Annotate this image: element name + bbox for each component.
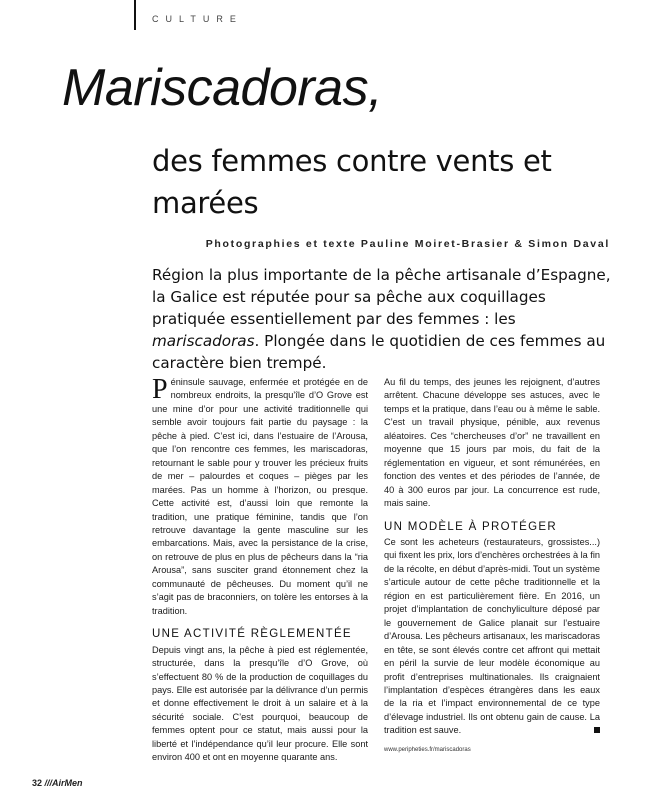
paragraph-proteger-text: Ce sont les acheteurs (restaurateurs, grossistes...) qui fixent les prix, lors d’enchères orchestrées à la fin de la récolte, en début d’après-midi. Tout un système s’articule autour de cette pêche traditionnelle et la région en est particulièrement fière. En 2016, un projet d’implantation de conchyliculture déposé par le gouvernement de Galice planait sur l’estuaire d’Arousa. Les pêcheurs artisanaux, les mariscadoras en tête, se sont élevés contre cet affront qui mettait en péril la survie de leur modèle économique au profit d’entreprises multinationales. Ils craignaient l’implantation d’espèces étrangères dans les eaux de la ria et l’impact environnemental de ce type d’élevage industriel. Ils ont obtenu gain de cause. La tradition est sauve. bbox=[384, 536, 601, 736]
lede-text-end: . Plongée dans le quotidien de ces femmes au caractère bien trempé. bbox=[152, 332, 606, 372]
section-label: CULTURE bbox=[152, 14, 243, 24]
lede-text-start: Région la plus importante de la pêche artisanale d’Espagne, la Galice est réputée pour sa pêche aux coquillages pratiquée essentiellement par des femmes : les bbox=[152, 266, 611, 328]
lede-emphasis: mariscadoras bbox=[152, 332, 255, 350]
article-title: Mariscadoras, bbox=[62, 59, 383, 117]
body-column-right bbox=[384, 376, 600, 757]
article-credits: Photographies et texte Pauline Moiret-Brasier & Simon Daval bbox=[205, 238, 610, 250]
drop-cap: P bbox=[152, 374, 168, 405]
article-link[interactable]: www.peripheties.fr/mariscadoras bbox=[384, 746, 471, 753]
paragraph-intro-text: éninsule sauvage, enfermée et protégée en de nombreux endroits, la presqu’île d’O Grove est une mine d’or pour une activité traditionnelle qui semble avoir toujours fait partie du paysage : la pêche à pied. C’est ici, dans l’estuaire de l’Arousa, que l’on rencontre ces femmes, les mariscadoras, retournant le sable pour y trouver les précieux fruits de mer – palourdes et coques – pièges par les marées. Pas un homme à l’horizon, ou presque. Cette activité est, d’aussi loin que remonte la tradition, une pratique féminine, tandis que l’on retrouve davantage la gente masculine sur les embarcations. Mais, avec la persistance de la crise, on retrouve de plus en plus de pêcheurs dans la “ria Arousa”, sans susciter grand étonnement chez la communauté de pêcheuses. Du moment qu’il ne s’agit pas de braconniers, on tolère les entorses à la tradition. bbox=[152, 377, 368, 616]
article-lede bbox=[152, 264, 614, 374]
magazine-logo: ///AirMen bbox=[44, 778, 83, 788]
body-column-left bbox=[152, 376, 368, 765]
paragraph-temps: Au fil du temps, des jeunes les rejoignent, d’autres arrêtent. Chacune développe ses astuces, avec le temps et la pratique, dans l’eau ou à même le sable. C’est un travail physique, pénible, aux revenus aléatoires. Ces “chercheuses d’or” ne travaillent en moyenne que 15 jours par mois, du fait de la réglementation en vigueur, et sont rémunérées, en fonction des ventes et des périodes de l’année, de 40 à 300 euros par jour. La concurrence est rude, mais saine. bbox=[384, 377, 600, 509]
end-of-article-square-icon bbox=[594, 727, 600, 733]
article-subtitle: des femmes contre vents et marées bbox=[152, 144, 552, 220]
header-rule bbox=[134, 0, 136, 30]
paragraph-reglementee: Depuis vingt ans, la pêche à pied est réglementée, structurée, dans la presqu’île d’O Grove, où s’effectuent 80 % de la production de coquillages du pays. Elle est autorisée par la délivrance d’un permis et donne effectivement le droit à un salaire et à la sécurité sociale. C’est pourquoi, beaucoup de femmes optent pour ce statut, mais aussi pour la liberté et l’indépendance qu’il leur procure. Elle sont environ 400 et ont en moyenne quarante ans. bbox=[152, 644, 368, 763]
page-footer bbox=[32, 778, 83, 788]
subheading-reglementee: UNE ACTIVITÉ RÈGLEMENTÉE bbox=[152, 628, 352, 641]
paragraph-proteger bbox=[384, 536, 600, 738]
subheading-proteger: UN MODÈLE À PROTÉGER bbox=[384, 520, 557, 533]
paragraph-intro bbox=[152, 376, 368, 618]
page-number: 32 bbox=[32, 778, 43, 788]
